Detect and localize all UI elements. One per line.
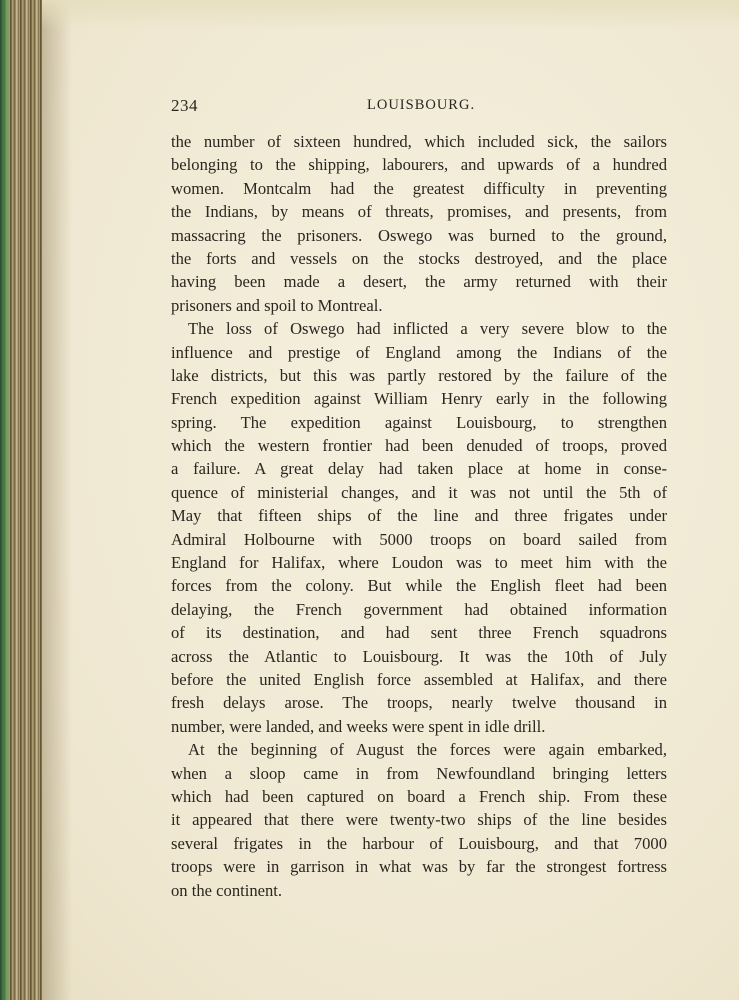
- text-line: the forts and vessels on the stocks destroyed, and the place: [171, 248, 667, 268]
- text-line: massacring the prisoners. Oswego was burned to the ground,: [171, 225, 667, 245]
- text-line: on the continent.: [171, 880, 283, 900]
- page-header: [171, 96, 667, 118]
- text-line: it appeared that there were twenty-two ships of the line besides: [171, 810, 667, 830]
- text-line: across the Atlantic to Louisbourg. It was the 10th of July: [171, 646, 667, 666]
- text-line: At the beginning of August the forces were again embarked,: [188, 740, 667, 760]
- text-line: May that fifteen ships of the line and three frigates under: [171, 506, 667, 526]
- text-line: the Indians, by means of threats, promises, and presents, from: [171, 202, 667, 222]
- text-line: fresh delays arose. The troops, nearly twelve thousand in: [171, 693, 667, 713]
- page-top-shade: [42, 0, 739, 30]
- text-line: number, were landed, and weeks were spent in idle drill.: [171, 716, 546, 736]
- text-line: Admiral Holbourne with 5000 troops on board sailed from: [171, 529, 667, 549]
- text-line: delaying, the French government had obtained information: [171, 599, 667, 619]
- gutter-shadow: [42, 0, 72, 1000]
- text-line: several frigates in the harbour of Louisbourg, and that 7000: [171, 833, 667, 853]
- text-line: before the united English force assembled at Halifax, and there: [171, 669, 667, 689]
- text-line: which the western frontier had been denuded of troops, proved: [171, 436, 667, 456]
- text-line: when a sloop came in from Newfoundland bringing letters: [171, 763, 667, 783]
- text-line: French expedition against William Henry early in the following: [171, 389, 667, 409]
- text-line: a failure. A great delay had taken place at home in conse-: [171, 459, 667, 479]
- text-line: women. Montcalm had the greatest difficulty in preventing: [171, 178, 667, 198]
- text-line: having been made a desert, the army returned with their: [171, 272, 667, 292]
- text-line: forces from the colony. But while the English fleet had been: [171, 576, 667, 596]
- text-line: spring. The expedition against Louisbourg, to strengthen: [171, 412, 667, 432]
- text-line: troops were in garrison in what was by far the strongest fortress: [171, 857, 667, 877]
- text-line: belonging to the shipping, labourers, and upwards of a hundred: [171, 155, 667, 175]
- binding-cloth-strip: [0, 0, 10, 1000]
- text-line: of its destination, and had sent three French squadrons: [171, 623, 667, 643]
- text-line: which had been captured on board a French ship. From these: [171, 786, 667, 806]
- text-line: England for Halifax, where Loudon was to meet him with the: [171, 553, 667, 573]
- text-line: influence and prestige of England among the Indians of the: [171, 342, 667, 362]
- page-number: 234: [171, 96, 198, 115]
- text-line: quence of ministerial changes, and it was not until the 5th of: [171, 482, 667, 502]
- text-line: The loss of Oswego had inflicted a very severe blow to the: [188, 319, 667, 339]
- text-line: prisoners and spoil to Montreal.: [171, 295, 383, 315]
- text-line: lake districts, but this was partly restored by the failure of the: [171, 365, 667, 385]
- text-line: the number of sixteen hundred, which included sick, the sailors: [171, 132, 667, 151]
- body-text: [171, 130, 667, 902]
- running-head: LOUISBOURG.: [367, 97, 476, 113]
